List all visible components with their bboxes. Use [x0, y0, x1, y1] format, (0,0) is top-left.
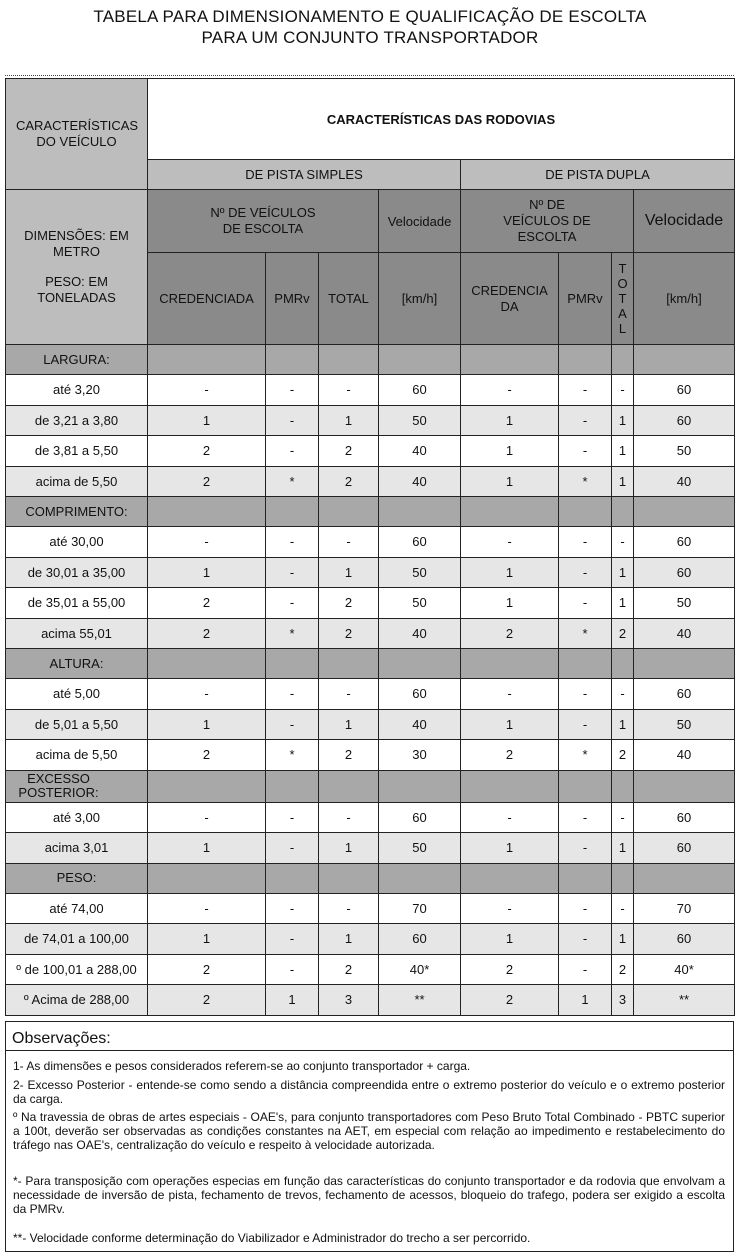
section-label: EXCESSO POSTERIOR: [6, 770, 148, 802]
single-cred-cell: 1 [148, 709, 266, 740]
row-label: acima de 5,50 [6, 740, 148, 771]
double-pmrv-cell: - [559, 436, 612, 467]
section-empty-cell [559, 345, 612, 375]
single-pmrv-cell: - [266, 405, 319, 436]
section-empty-cell [148, 497, 266, 527]
section-empty-cell [634, 649, 735, 679]
section-empty-cell [148, 863, 266, 893]
section-empty-cell [612, 497, 634, 527]
table-row [6, 833, 735, 864]
escort-table [5, 78, 735, 1016]
table-row [6, 405, 735, 436]
double-cred-cell: 1 [461, 833, 559, 864]
section-empty-cell [319, 863, 379, 893]
note-2: 2- Excesso Posterior - entende-se como sendo a distância compreendida entre o extremo posterior do veículo e o extremo posterior da carga. [13, 1078, 725, 1106]
single-speed-cell: 30 [379, 740, 461, 771]
single-pmrv-cell: - [266, 802, 319, 833]
single-cred-cell: - [148, 679, 266, 710]
double-total-cell: 1 [612, 557, 634, 588]
double-escort-count-header: Nº DE VEÍCULOS DE ESCOLTA [461, 190, 634, 253]
single-pmrv-header: PMRv [266, 253, 319, 345]
double-total-cell: 1 [612, 709, 634, 740]
road-chars-header: CARACTERÍSTICAS DAS RODOVIAS [148, 79, 735, 160]
double-total-cell: 1 [612, 833, 634, 864]
double-total-cell: 3 [612, 985, 634, 1016]
section-empty-cell [266, 497, 319, 527]
note-4: *- Para transposição com operações especias em função das características do conjunto transportador e da rodovia que envolvam a necessidade de inversão de pista, fechamento de trevos, fechamento de acessos, bloqueio do trafego, podera ser exigido a escolta da PMRv. [13, 1174, 725, 1216]
single-cred-header: CREDENCIADA [148, 253, 266, 345]
section-empty-cell [266, 863, 319, 893]
single-speed-cell: 40 [379, 436, 461, 467]
single-pmrv-cell: - [266, 588, 319, 619]
double-cred-cell: 1 [461, 588, 559, 619]
note-1: 1- As dimensões e pesos considerados referem-se ao conjunto transportador + carga. [13, 1059, 471, 1073]
single-total-cell: 1 [319, 405, 379, 436]
section-empty-cell [461, 863, 559, 893]
row-label: acima 3,01 [6, 833, 148, 864]
double-total-cell: 2 [612, 954, 634, 985]
section-empty-cell [266, 770, 319, 802]
row-label: até 5,00 [6, 679, 148, 710]
single-speed-cell: 60 [379, 679, 461, 710]
single-speed-cell: 40 [379, 466, 461, 497]
double-kmh-header: [km/h] [634, 253, 735, 345]
section-empty-cell [612, 863, 634, 893]
single-total-cell: 1 [319, 709, 379, 740]
table-row [6, 740, 735, 771]
double-cred-cell: 1 [461, 405, 559, 436]
double-speed-cell: 40 [634, 466, 735, 497]
table-row [6, 466, 735, 497]
single-cred-cell: 2 [148, 588, 266, 619]
section-empty-cell [612, 649, 634, 679]
double-speed-cell: 60 [634, 527, 735, 558]
single-pmrv-cell: - [266, 527, 319, 558]
section-header-row [6, 863, 735, 893]
section-empty-cell [461, 345, 559, 375]
double-cred-cell: 2 [461, 618, 559, 649]
single-kmh-header: [km/h] [379, 253, 461, 345]
single-cred-cell: 1 [148, 557, 266, 588]
single-pmrv-cell: - [266, 924, 319, 955]
section-empty-cell [379, 649, 461, 679]
double-pmrv-cell: - [559, 375, 612, 406]
single-cred-cell: 2 [148, 954, 266, 985]
table-row [6, 557, 735, 588]
double-pmrv-cell: - [559, 557, 612, 588]
single-total-cell: - [319, 679, 379, 710]
row-label: até 3,20 [6, 375, 148, 406]
row-label: até 3,00 [6, 802, 148, 833]
double-pmrv-cell: - [559, 588, 612, 619]
single-cred-cell: - [148, 527, 266, 558]
section-empty-cell [461, 649, 559, 679]
single-total-cell: - [319, 893, 379, 924]
table-row [6, 954, 735, 985]
section-empty-cell [148, 649, 266, 679]
section-empty-cell [461, 497, 559, 527]
double-speed-cell: ** [634, 985, 735, 1016]
double-pmrv-cell: - [559, 833, 612, 864]
table-row [6, 924, 735, 955]
single-cred-cell: 2 [148, 436, 266, 467]
double-cred-cell: 1 [461, 466, 559, 497]
double-total-cell: - [612, 893, 634, 924]
double-pmrv-cell: - [559, 924, 612, 955]
single-pmrv-cell: * [266, 740, 319, 771]
single-pmrv-cell: - [266, 679, 319, 710]
single-pmrv-cell: - [266, 436, 319, 467]
single-total-cell: 2 [319, 436, 379, 467]
section-empty-cell [559, 770, 612, 802]
section-empty-cell [319, 497, 379, 527]
row-label: de 30,01 a 35,00 [6, 557, 148, 588]
double-speed-cell: 50 [634, 709, 735, 740]
double-speed-cell: 50 [634, 588, 735, 619]
section-empty-cell [379, 497, 461, 527]
single-speed-cell: 60 [379, 802, 461, 833]
section-empty-cell [266, 345, 319, 375]
single-total-cell: 2 [319, 588, 379, 619]
double-cred-cell: - [461, 802, 559, 833]
weight-label: PESO: EM TONELADAS [37, 274, 116, 305]
section-empty-cell [559, 497, 612, 527]
single-speed-cell: 40 [379, 618, 461, 649]
double-total-cell: 1 [612, 588, 634, 619]
title-line-1: TABELA PARA DIMENSIONAMENTO E QUALIFICAÇÃO DE ESCOLTA [93, 7, 647, 26]
double-cred-cell: 2 [461, 740, 559, 771]
table-row [6, 527, 735, 558]
single-pmrv-cell: 1 [266, 985, 319, 1016]
single-total-cell: 2 [319, 954, 379, 985]
section-empty-cell [634, 345, 735, 375]
single-cred-cell: 2 [148, 466, 266, 497]
section-empty-cell [319, 770, 379, 802]
double-cred-cell: 1 [461, 924, 559, 955]
units-header [6, 190, 148, 345]
single-speed-cell: 50 [379, 833, 461, 864]
double-speed-cell: 60 [634, 802, 735, 833]
table-row [6, 436, 735, 467]
double-speed-cell: 60 [634, 557, 735, 588]
single-speed-header: Velocidade [379, 190, 461, 253]
section-label: COMPRIMENTO: [6, 497, 148, 527]
section-label: ALTURA: [6, 649, 148, 679]
double-pmrv-cell: - [559, 527, 612, 558]
single-total-header: TOTAL [319, 253, 379, 345]
single-cred-cell: 1 [148, 924, 266, 955]
section-label: PESO: [6, 863, 148, 893]
row-label: º de 100,01 a 288,00 [6, 954, 148, 985]
row-label: º Acima de 288,00 [6, 985, 148, 1016]
double-lane-header: DE PISTA DUPLA [461, 160, 735, 190]
double-cred-cell: 2 [461, 954, 559, 985]
single-total-cell: 2 [319, 466, 379, 497]
table-row [6, 802, 735, 833]
single-pmrv-cell: - [266, 375, 319, 406]
single-speed-cell: 60 [379, 375, 461, 406]
table-row [6, 709, 735, 740]
single-total-cell: - [319, 802, 379, 833]
section-empty-cell [148, 770, 266, 802]
section-empty-cell [379, 345, 461, 375]
single-speed-cell: 50 [379, 557, 461, 588]
double-total-cell: - [612, 802, 634, 833]
section-header-row [6, 649, 735, 679]
row-label: acima 55,01 [6, 618, 148, 649]
double-speed-cell: 70 [634, 893, 735, 924]
top-dotted-rule [5, 75, 734, 76]
single-total-cell: 3 [319, 985, 379, 1016]
double-speed-cell: 60 [634, 679, 735, 710]
double-cred-header: CREDENCIA DA [461, 253, 559, 345]
double-pmrv-cell: - [559, 679, 612, 710]
table-row [6, 618, 735, 649]
vehicle-chars-header: CARACTERÍSTICAS DO VEÍCULO [6, 79, 148, 190]
row-label: de 5,01 a 5,50 [6, 709, 148, 740]
section-header-row [6, 497, 735, 527]
observations-divider [6, 1050, 733, 1051]
single-pmrv-cell: - [266, 833, 319, 864]
single-pmrv-cell: - [266, 709, 319, 740]
single-pmrv-cell: - [266, 557, 319, 588]
section-empty-cell [319, 649, 379, 679]
double-total-cell: 1 [612, 924, 634, 955]
section-empty-cell [634, 863, 735, 893]
row-label: de 3,81 a 5,50 [6, 436, 148, 467]
double-pmrv-cell: - [559, 954, 612, 985]
single-speed-cell: 40 [379, 709, 461, 740]
section-header-row [6, 770, 735, 802]
single-total-cell: 1 [319, 833, 379, 864]
note-5: **- Velocidade conforme determinação do Viabilizador e Administrador do trecho a ser percorrido. [13, 1231, 531, 1245]
single-speed-cell: ** [379, 985, 461, 1016]
single-pmrv-cell: - [266, 954, 319, 985]
section-header-row [6, 345, 735, 375]
section-empty-cell [461, 770, 559, 802]
single-escort-count-header: Nº DE VEÍCULOS DE ESCOLTA [148, 190, 379, 253]
section-empty-cell [612, 345, 634, 375]
section-empty-cell [634, 770, 735, 802]
single-total-cell: 2 [319, 618, 379, 649]
double-pmrv-cell: 1 [559, 985, 612, 1016]
note-3: º Na travessia de obras de artes especiais - OAE's, para conjunto transportadores com Peso Bruto Total Combinado - PBTC superior a 100t, deverão ser observadas as condições constantes na AET, em especial com relação ao impedimento e restabelecimento do tráfego nas OAE's, centralização do veículo e respeito à velocidade autorizada. [13, 1110, 725, 1152]
double-cred-cell: 1 [461, 557, 559, 588]
double-speed-cell: 60 [634, 375, 735, 406]
row-label: acima de 5,50 [6, 466, 148, 497]
double-pmrv-cell: * [559, 466, 612, 497]
single-total-cell: 1 [319, 924, 379, 955]
double-total-cell: 2 [612, 618, 634, 649]
double-total-cell: 1 [612, 436, 634, 467]
single-cred-cell: 2 [148, 985, 266, 1016]
table-row [6, 985, 735, 1016]
row-label: de 74,01 a 100,00 [6, 924, 148, 955]
double-total-cell: 2 [612, 740, 634, 771]
section-empty-cell [266, 649, 319, 679]
double-cred-cell: - [461, 893, 559, 924]
row-label: até 74,00 [6, 893, 148, 924]
double-cred-cell: 1 [461, 709, 559, 740]
row-label: de 3,21 a 3,80 [6, 405, 148, 436]
double-cred-cell: 2 [461, 985, 559, 1016]
double-pmrv-header: PMRv [559, 253, 612, 345]
single-total-cell: - [319, 527, 379, 558]
double-pmrv-cell: - [559, 893, 612, 924]
title-line-2: PARA UM CONJUNTO TRANSPORTADOR [201, 28, 539, 47]
single-speed-cell: 40* [379, 954, 461, 985]
double-speed-cell: 40* [634, 954, 735, 985]
table-row [6, 893, 735, 924]
single-pmrv-cell: * [266, 466, 319, 497]
double-speed-cell: 40 [634, 618, 735, 649]
section-empty-cell [559, 649, 612, 679]
single-speed-cell: 60 [379, 527, 461, 558]
double-cred-cell: - [461, 375, 559, 406]
double-pmrv-cell: * [559, 618, 612, 649]
single-speed-cell: 50 [379, 588, 461, 619]
section-empty-cell [612, 770, 634, 802]
double-pmrv-cell: - [559, 405, 612, 436]
double-speed-cell: 40 [634, 740, 735, 771]
single-cred-cell: 2 [148, 618, 266, 649]
single-cred-cell: 1 [148, 405, 266, 436]
row-label: de 35,01 a 55,00 [6, 588, 148, 619]
table-row [6, 588, 735, 619]
double-pmrv-cell: - [559, 709, 612, 740]
double-total-cell: - [612, 375, 634, 406]
double-total-cell: - [612, 527, 634, 558]
observations-box [5, 1021, 734, 1252]
double-speed-cell: 60 [634, 833, 735, 864]
single-speed-cell: 70 [379, 893, 461, 924]
section-label: LARGURA: [6, 345, 148, 375]
double-speed-cell: 50 [634, 436, 735, 467]
double-speed-cell: 60 [634, 924, 735, 955]
double-total-cell: - [612, 679, 634, 710]
page-title [0, 6, 740, 48]
single-cred-cell: 2 [148, 740, 266, 771]
double-total-header [612, 253, 634, 345]
table-row [6, 375, 735, 406]
single-pmrv-cell: - [266, 893, 319, 924]
single-speed-cell: 50 [379, 405, 461, 436]
table-row [6, 679, 735, 710]
section-empty-cell [559, 863, 612, 893]
single-cred-cell: - [148, 375, 266, 406]
dims-label: DIMENSÕES: EM METRO [24, 228, 129, 259]
single-lane-header: DE PISTA SIMPLES [148, 160, 461, 190]
single-cred-cell: - [148, 802, 266, 833]
section-empty-cell [148, 345, 266, 375]
single-total-cell: 2 [319, 740, 379, 771]
double-total-cell: 1 [612, 405, 634, 436]
row-label: até 30,00 [6, 527, 148, 558]
observations-title: Observações: [12, 1030, 111, 1047]
single-pmrv-cell: * [266, 618, 319, 649]
double-cred-cell: - [461, 527, 559, 558]
double-cred-cell: - [461, 679, 559, 710]
double-pmrv-cell: * [559, 740, 612, 771]
section-empty-cell [319, 345, 379, 375]
double-total-cell: 1 [612, 466, 634, 497]
single-cred-cell: - [148, 893, 266, 924]
section-empty-cell [379, 863, 461, 893]
double-cred-cell: 1 [461, 436, 559, 467]
single-total-cell: - [319, 375, 379, 406]
single-cred-cell: 1 [148, 833, 266, 864]
single-total-cell: 1 [319, 557, 379, 588]
double-speed-header: Velocidade [634, 190, 735, 253]
section-empty-cell [379, 770, 461, 802]
section-empty-cell [634, 497, 735, 527]
double-pmrv-cell: - [559, 802, 612, 833]
double-speed-cell: 60 [634, 405, 735, 436]
single-speed-cell: 60 [379, 924, 461, 955]
double-total-vertical-text: T O T A L [617, 261, 628, 336]
